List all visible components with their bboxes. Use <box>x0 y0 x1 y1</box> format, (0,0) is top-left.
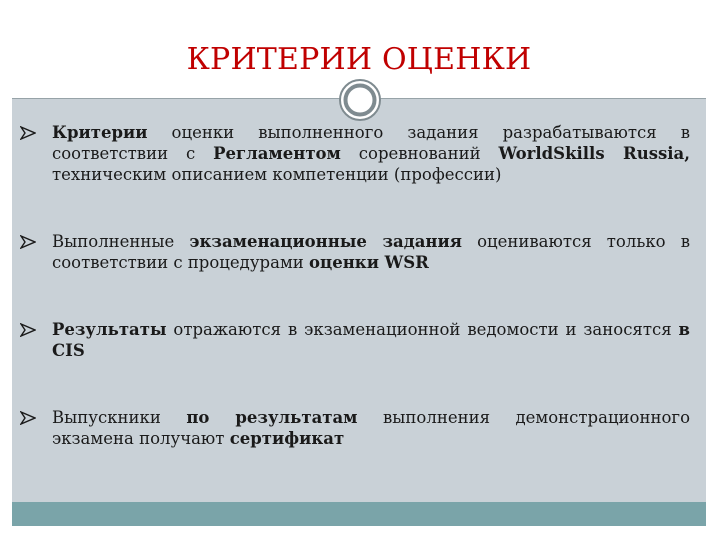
bullet-text-bold: в CIS <box>52 320 690 360</box>
arrow-bullet-icon <box>20 323 36 337</box>
bullet-text-span: техническим описанием компетенции (профессии) <box>52 165 502 184</box>
bullet-text-bold: Результаты <box>52 320 167 339</box>
bullet-text-span: соревнований <box>340 144 499 163</box>
bullet-text-span: оцениваются только в соответствии с процедурами <box>52 232 690 272</box>
footer-bar <box>12 502 706 526</box>
bullet-text-bold: Критерии <box>52 123 148 142</box>
bullet-list <box>20 122 690 449</box>
bullet-text <box>52 232 690 272</box>
bullet-text <box>52 320 690 360</box>
bullet-text-span: Выполненные <box>52 232 190 251</box>
bullet-item <box>20 319 690 361</box>
bullet-text-bold: оценки WSR <box>309 253 429 272</box>
bullet-text-bold: сертификат <box>229 429 345 448</box>
arrow-bullet-icon <box>20 235 36 249</box>
bullet-text-bold: экзаменационные задания <box>189 232 462 251</box>
bullet-item <box>20 407 690 449</box>
bullet-text-bold: по результатам <box>186 408 358 427</box>
bullet-text <box>52 408 690 448</box>
bullet-text <box>52 123 690 184</box>
arrow-bullet-icon <box>20 126 36 140</box>
bullet-text-span: оценки выполненного задания разрабатываются в соответствии с <box>52 123 690 163</box>
bullet-item <box>20 122 690 185</box>
bullet-item <box>20 231 690 273</box>
circle-ornament-icon <box>338 78 382 122</box>
slide-title: КРИТЕРИИ ОЦЕНКИ <box>186 42 532 77</box>
bullet-text-bold: WorldSkills Russia, <box>498 144 690 163</box>
bullet-text-span: Выпускники <box>52 408 187 427</box>
bullet-text-bold: Регламентом <box>213 144 341 163</box>
bullet-text-span: отражаются в экзаменационной ведомости и заносятся <box>166 320 679 339</box>
arrow-bullet-icon <box>20 411 36 425</box>
bullet-text-span: выполнения демонстрационного экзамена получают <box>52 408 690 448</box>
